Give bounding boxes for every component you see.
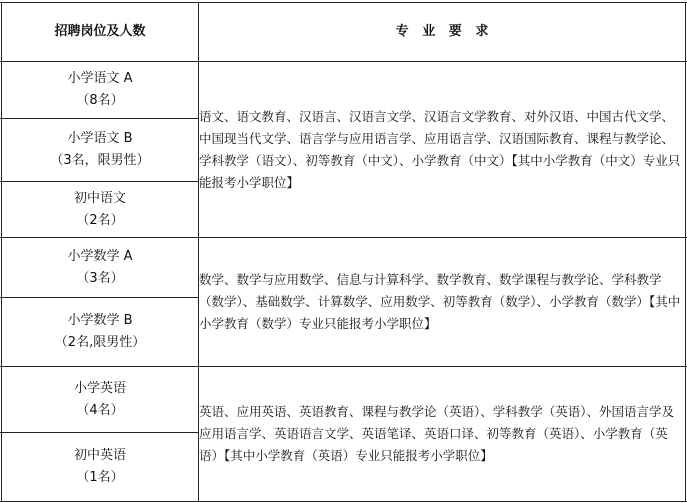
- position-cell: [2, 367, 198, 432]
- position-count: （3名）: [76, 270, 124, 286]
- position-name: 小学数学 B: [67, 313, 133, 328]
- header-requirement: 专 业 要 求: [395, 24, 489, 39]
- position-name: 小学语文 B: [67, 131, 133, 146]
- position-name: 小学语文 A: [67, 71, 133, 86]
- position-count: （1名）: [76, 470, 124, 485]
- position-count: （8名）: [76, 93, 124, 108]
- requirement-cell-english: [199, 367, 686, 501]
- position-cell: [2, 238, 198, 297]
- requirement-cell-chinese: [199, 62, 686, 237]
- position-cell: [2, 433, 198, 501]
- requirement-text: 语文、语文教育、汉语言、汉语言文学、汉语言文学教育、对外汉语、中国古代文学、中国现当代文学、语言学与应用语言学、应用语言学、汉语国际教育、课程与教学论、学科教学（语文）、初等教育（中文）、小学教育（中文）【其中小学教育（中文）专业只能报考小学职位】: [199, 108, 681, 190]
- position-cell: [2, 182, 198, 237]
- requirement-text: 英语、应用英语、英语教育、课程与教学论（英语）、学科教学（英语）、外国语言学及应用语言学、英语语言文学、英语笔译、英语口译、初等教育（英语）、小学教育（英语）【其中小学教育（英语）专业只能报考小学职位】: [199, 404, 675, 463]
- position-cell: [2, 62, 198, 118]
- position-name: 小学英语: [73, 380, 126, 396]
- position-count: （2名,限男性）: [54, 335, 146, 350]
- position-count: （2名）: [76, 212, 124, 228]
- position-name: 小学数学 A: [67, 248, 133, 264]
- position-name: 初中语文: [73, 190, 126, 206]
- position-cell: [2, 298, 198, 366]
- requirement-cell-math: [199, 238, 686, 366]
- header-position: 招聘岗位及人数: [54, 24, 146, 39]
- position-cell: [2, 119, 198, 181]
- position-count: （3名，限男性）: [50, 153, 150, 168]
- position-name: 初中英语: [73, 448, 126, 463]
- position-count: （4名）: [76, 402, 124, 418]
- table-border-bottom: [0, 501, 687, 502]
- requirement-text: 数学、数学与应用数学、信息与计算科学、数学教育、数学课程与教学论、学科教学（数学）、基础数学、计算数学、应用数学、初等教育（数学）、小学教育（数学）【其中小学教育（数学）专业只能报考小学职位】: [199, 272, 681, 331]
